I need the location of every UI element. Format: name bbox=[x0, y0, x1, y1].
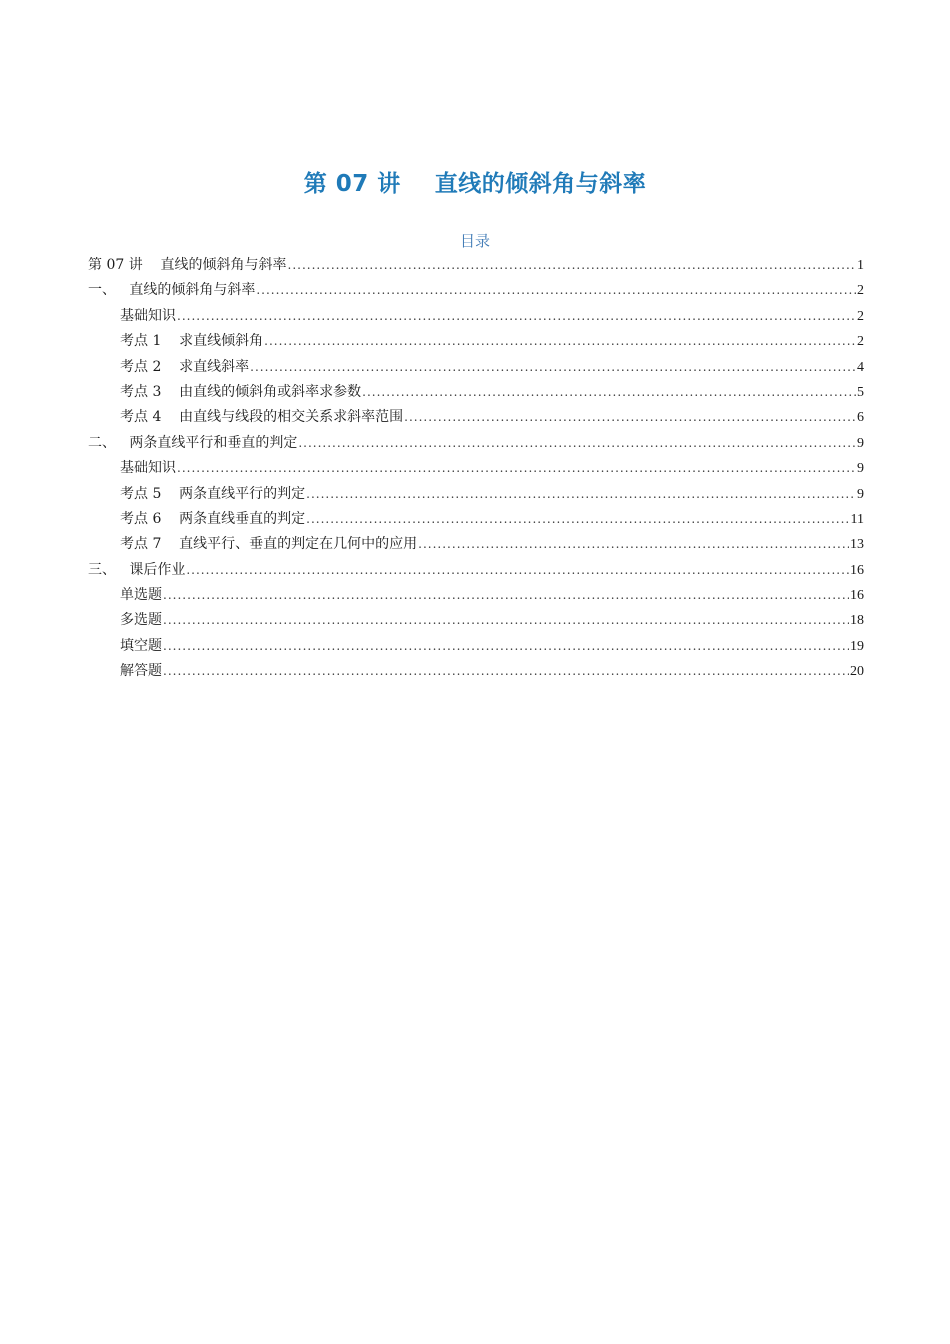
toc-page-number: 2 bbox=[857, 283, 864, 299]
toc-page-number: 20 bbox=[850, 664, 864, 680]
dot-leader bbox=[163, 583, 849, 608]
toc-page-number: 11 bbox=[850, 511, 864, 527]
toc-entry-point-6[interactable] bbox=[88, 507, 864, 532]
toc-entry-fill-in[interactable] bbox=[88, 634, 864, 659]
toc-entry-label: 单选题 bbox=[120, 587, 162, 604]
toc-entry-point-4[interactable] bbox=[88, 405, 864, 430]
dot-leader bbox=[404, 405, 856, 430]
toc-entry-point-7[interactable] bbox=[88, 532, 864, 557]
toc-entry-section-1[interactable] bbox=[88, 278, 864, 303]
dot-leader bbox=[418, 532, 849, 557]
toc-entry-label: 基础知识 bbox=[120, 307, 176, 324]
toc-entry-label: 解答题 bbox=[120, 663, 162, 680]
toc-page-number: 5 bbox=[857, 384, 864, 400]
toc-entry-label: 考点 5 两条直线平行的判定 bbox=[120, 485, 306, 502]
toc-page-number: 13 bbox=[850, 537, 864, 553]
toc-entry-label: 基础知识 bbox=[120, 460, 176, 477]
toc-page-number: 6 bbox=[857, 410, 864, 426]
toc-page-number: 9 bbox=[857, 486, 864, 502]
toc-entry-label: 考点 4 由直线与线段的相交关系求斜率范围 bbox=[120, 409, 404, 426]
toc-entry-label: 多选题 bbox=[120, 612, 162, 629]
toc-entry-lecture[interactable] bbox=[88, 253, 864, 278]
toc-entry-label: 二、 两条直线平行和垂直的判定 bbox=[88, 434, 298, 451]
toc-entry-label: 考点 6 两条直线垂直的判定 bbox=[120, 510, 306, 527]
dot-leader bbox=[163, 659, 849, 684]
toc-entry-basics-1[interactable] bbox=[88, 304, 864, 329]
dot-leader bbox=[298, 431, 856, 456]
toc-page-number: 1 bbox=[857, 258, 864, 273]
toc-page-number: 18 bbox=[850, 613, 864, 629]
dot-leader bbox=[306, 507, 849, 532]
toc-page-number: 16 bbox=[850, 562, 864, 578]
toc-entry-point-5[interactable] bbox=[88, 482, 864, 507]
toc-entry-single-choice[interactable] bbox=[88, 583, 864, 608]
toc-page-number: 19 bbox=[850, 638, 864, 654]
dot-leader bbox=[186, 558, 849, 583]
toc-page-number: 9 bbox=[857, 435, 864, 451]
toc-entry-label: 填空题 bbox=[120, 637, 162, 654]
dot-leader bbox=[362, 380, 856, 405]
toc-entry-section-3[interactable] bbox=[88, 558, 864, 583]
page-title: 第 07 讲 直线的倾斜角与斜率 bbox=[303, 171, 647, 198]
toc-entry-multiple-choice[interactable] bbox=[88, 608, 864, 633]
toc-entry-basics-2[interactable] bbox=[88, 456, 864, 481]
dot-leader bbox=[177, 456, 856, 481]
dot-leader bbox=[163, 608, 849, 633]
toc-page-number: 16 bbox=[850, 588, 864, 604]
dot-leader bbox=[306, 482, 856, 507]
toc-entry-label: 第 07 讲 直线的倾斜角与斜率 bbox=[88, 257, 287, 273]
toc-entry-section-2[interactable] bbox=[88, 431, 864, 456]
toc-heading: 目录 bbox=[459, 232, 490, 250]
dot-leader bbox=[250, 355, 856, 380]
toc-entry-label: 一、 直线的倾斜角与斜率 bbox=[88, 282, 256, 299]
toc-entry-point-1[interactable] bbox=[88, 329, 864, 354]
toc-entry-solution[interactable] bbox=[88, 659, 864, 684]
toc-page-number: 2 bbox=[857, 334, 864, 350]
toc-entry-point-2[interactable] bbox=[88, 355, 864, 380]
dot-leader bbox=[264, 329, 856, 354]
dot-leader bbox=[177, 304, 856, 329]
toc-page-number: 9 bbox=[857, 461, 864, 477]
dot-leader bbox=[163, 634, 849, 659]
toc-entry-label: 考点 3 由直线的倾斜角或斜率求参数 bbox=[120, 383, 362, 400]
toc-entry-label: 三、 课后作业 bbox=[88, 561, 186, 578]
table-of-contents bbox=[88, 253, 864, 685]
toc-page-number: 2 bbox=[857, 308, 864, 324]
toc-entry-label: 考点 7 直线平行、垂直的判定在几何中的应用 bbox=[120, 536, 418, 553]
dot-leader bbox=[288, 253, 856, 278]
toc-entry-label: 考点 2 求直线斜率 bbox=[120, 358, 250, 375]
toc-entry-point-3[interactable] bbox=[88, 380, 864, 405]
toc-entry-label: 考点 1 求直线倾斜角 bbox=[120, 333, 264, 350]
toc-page-number: 4 bbox=[857, 359, 864, 375]
dot-leader bbox=[256, 278, 856, 303]
